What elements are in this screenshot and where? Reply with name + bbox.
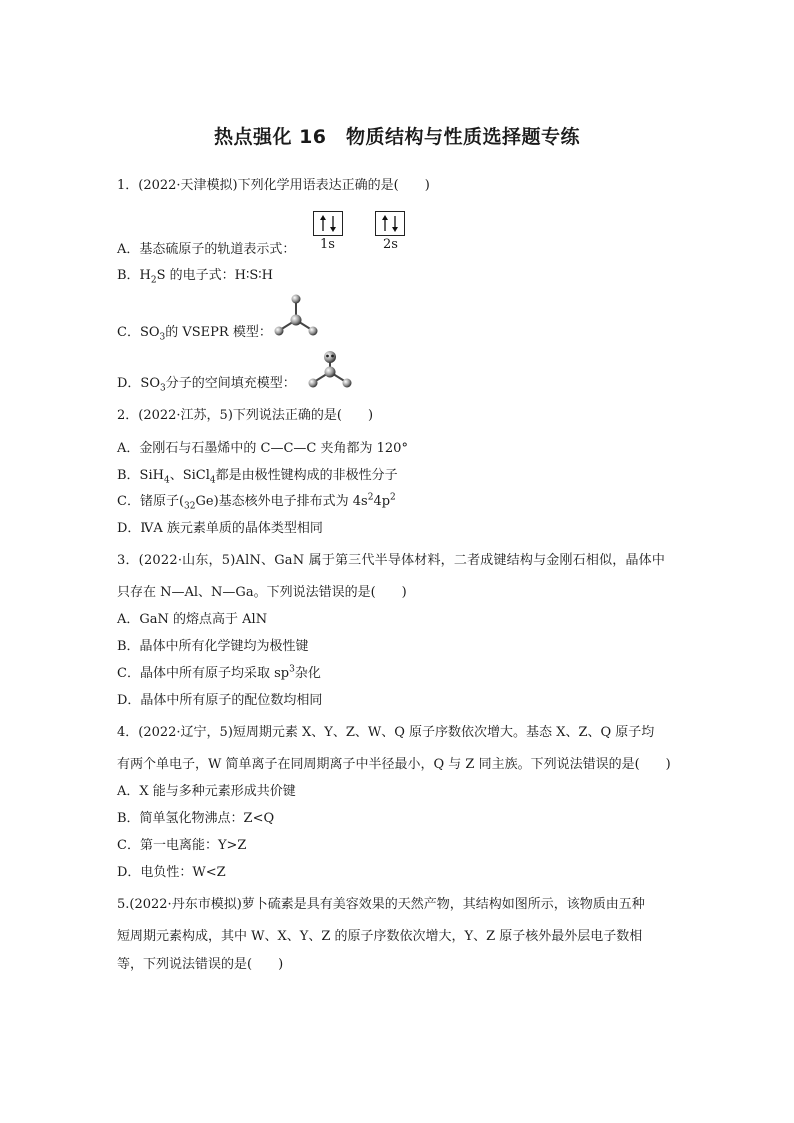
- q3-option-d: D．晶体中所有原子的配位数均相同: [117, 693, 323, 708]
- q1-option-b: B．$H_2S$ 的电子式：H∶S∶H: [117, 268, 274, 286]
- q4-option-b: B．简单氢化物沸点：Z<Q: [117, 811, 275, 826]
- q1-option-a: A．基态硫原子的轨道表示式：: [117, 242, 296, 257]
- orbital-box-1s: [313, 211, 343, 236]
- so3-vsepr-model: [272, 292, 320, 338]
- q3-option-b: B．晶体中所有化学键均为极性键: [117, 639, 309, 654]
- q5-stem-line3: 等，下列说法错误的是( ): [117, 957, 284, 972]
- q4-stem-line2: 有两个单电子，W 简单离子在同周期离子中半径最小，Q 与 Z 同主族。下列说法错误的是( ): [117, 757, 671, 772]
- q4-option-a: A．X 能与多种元素形成共价键: [117, 784, 296, 799]
- q4-stem-line1: 4．(2022·辽宁，5)短周期元素 X、Y、Z、W、Q 原子序数依次增大。基态 X、Z、Q 原子均: [117, 725, 655, 740]
- orbital-label-1s: 1s: [320, 237, 335, 252]
- q2-option-a: A．金刚石与石墨烯中的 C—C—C 夹角都为 120°: [117, 441, 408, 456]
- so3-space-filling-model: [306, 348, 354, 390]
- page-title: 热点强化 16 物质结构与性质选择题专练: [213, 126, 581, 148]
- q3-option-c: C．晶体中所有原子均采取 $sp^3$杂化: [117, 664, 321, 681]
- q5-stem-line1: 5.(2022·丹东市模拟)萝卜硫素是具有美容效果的天然产物，其结构如图所示，该物质由五种: [117, 897, 645, 912]
- q1-option-d: D．$SO_3$分子的空间填充模型：: [117, 376, 296, 394]
- q2-stem: 2．(2022·江苏，5)下列说法正确的是( ): [117, 408, 374, 423]
- q2-option-b: B．SiH$_4$、SiCl$_4$都是由极性键构成的非极性分子: [117, 468, 398, 486]
- orbital-label-2s: 2s: [383, 237, 398, 252]
- q4-option-d: D．电负性：W<Z: [117, 865, 226, 880]
- q3-stem-line2: 只存在 N—Al、N—Ga。下列说法错误的是( ): [117, 585, 407, 600]
- q1-option-c: C．$SO_3$的 VSEPR 模型：: [117, 325, 272, 343]
- q2-option-c: C．锗原子$(_{32}Ge)$基态核外电子排布式为 $4s^24p^2$: [117, 492, 396, 512]
- q1-stem: 1．(2022·天津模拟)下列化学用语表达正确的是( ): [117, 178, 430, 193]
- q3-stem-line1: 3．(2022·山东，5)AlN、GaN 属于第三代半导体材料，二者成键结构与金刚石相似，晶体中: [117, 553, 666, 568]
- q5-stem-line2: 短周期元素构成，其中 W、X、Y、Z 的原子序数依次增大，Y、Z 原子核外最外层电子数相: [117, 929, 643, 944]
- q4-option-c: C．第一电离能：Y>Z: [117, 838, 247, 853]
- q3-option-a: A．GaN 的熔点高于 AlN: [117, 612, 268, 627]
- orbital-box-2s: [375, 211, 405, 236]
- q2-option-d: D．ⅣA 族元素单质的晶体类型相同: [117, 521, 323, 536]
